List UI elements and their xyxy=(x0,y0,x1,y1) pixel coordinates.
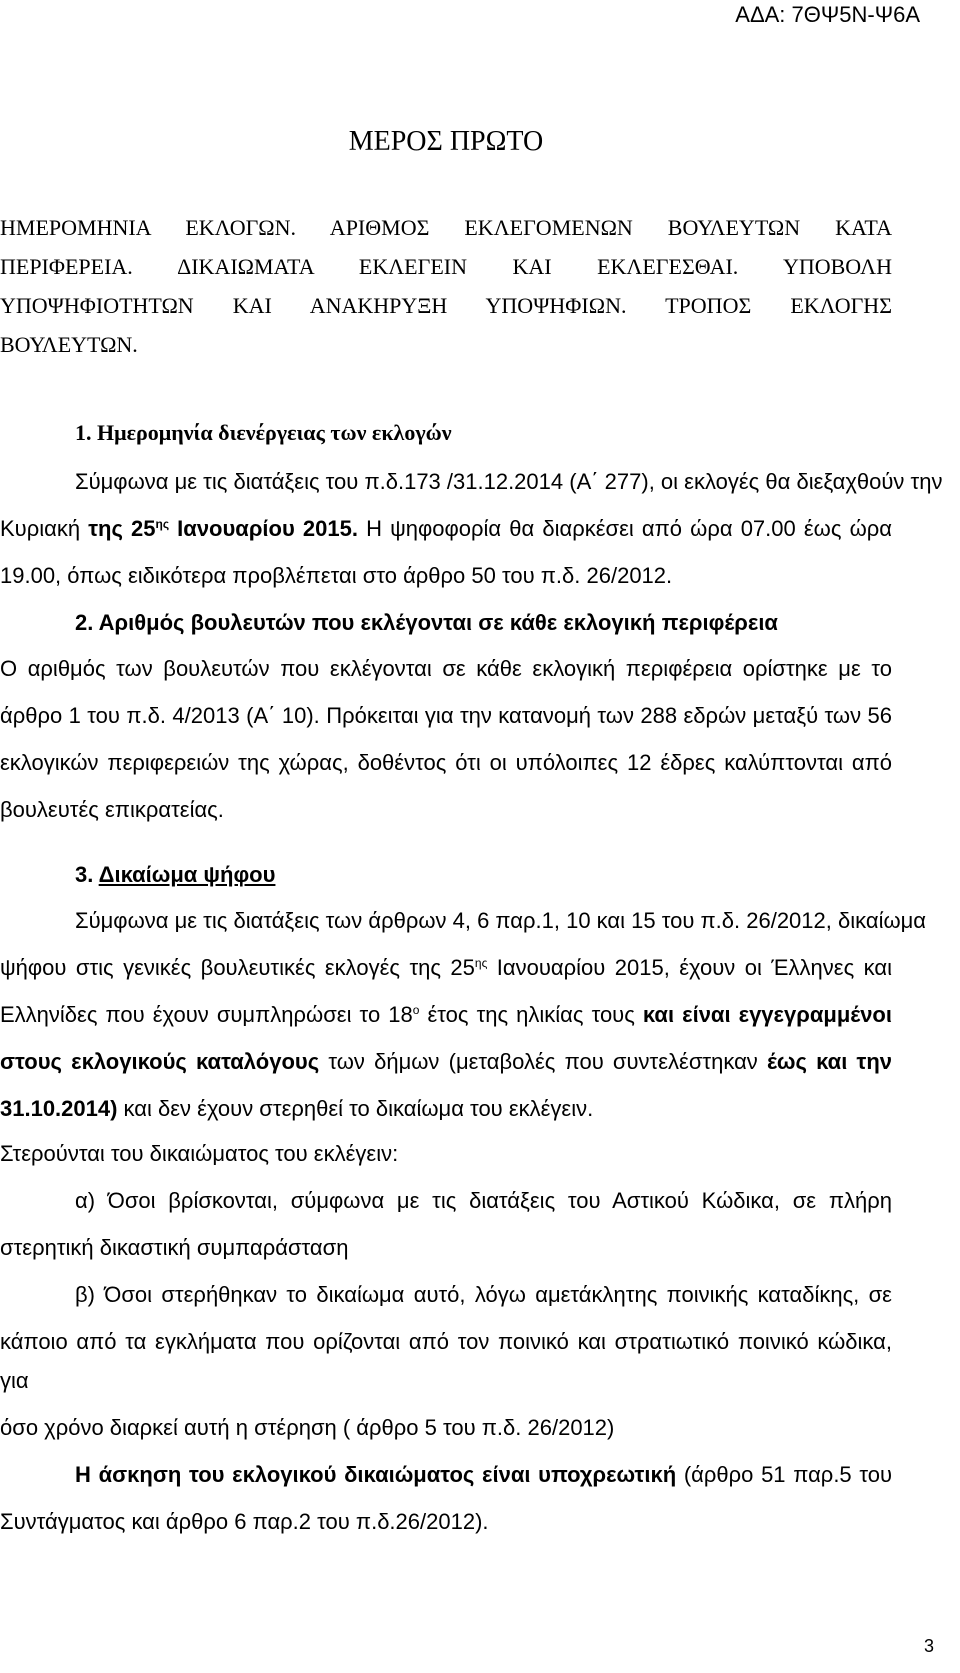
s1-date-bold: της 25 xyxy=(88,516,156,541)
s3-l4a: στους εκλογικούς καταλόγους xyxy=(0,1049,320,1074)
section-3-heading xyxy=(0,855,892,894)
page-number: 3 xyxy=(923,1636,934,1656)
section-2-line-2: άρθρο 1 του π.δ. 4/2013 (Α΄ 10). Πρόκειται για την κατανομή των 288 εδρών μεταξύ των 56 xyxy=(0,703,892,728)
section-1-line-2 xyxy=(0,509,892,548)
intro-paragraph xyxy=(0,208,892,364)
intro-line-2: ΠΕΡΙΦΕΡΕΙΑ. ΔΙΚΑΙΩΜΑΤΑ ΕΚΛΕΓΕΙΝ ΚΑΙ ΕΚΛΕΓΕΣΘΑΙ. ΥΠΟΒΟΛΗ xyxy=(0,254,892,279)
section-2-line-3: εκλογικών περιφερειών της χώρας, δοθέντος ότι οι υπόλοιπες 12 έδρες καλύπτονται από xyxy=(0,750,892,775)
mandatory-bold: Η άσκηση του εκλογικού δικαιώματος είναι υποχρεωτική xyxy=(75,1462,677,1487)
section-3-line-4 xyxy=(0,1042,892,1081)
intro-line-4: ΒΟΥΛΕΥΤΩΝ. xyxy=(0,332,138,357)
s3-l3sup: ο xyxy=(412,1003,420,1017)
section-2-line-4: βουλευτές επικρατείας. xyxy=(0,797,224,822)
page-title: ΜΕΡΟΣ ΠΡΩΤΟ xyxy=(348,126,544,157)
s1-month-bold: Ιανουαρίου 2015. xyxy=(169,516,358,541)
s3-l2b: Ιανουαρίου 2015, έχουν οι Έλληνες και xyxy=(487,955,892,980)
section-3-line-1: Σύμφωνα με τις διατάξεις των άρθρων 4, 6 παρ.1, 10 και 15 του π.δ. 26/2012, δικαίωμα xyxy=(75,908,927,933)
s3-heading-num: 3. xyxy=(75,862,99,887)
item-b-line-2: κάποιο από τα εγκλήματα που ορίζονται από τον ποινικό και στρατιωτικό ποινικό κώδικα, για xyxy=(0,1329,892,1393)
section-1-line-3: 19.00, όπως ειδικότερα προβλέπεται στο άρθρο 50 του π.δ. 26/2012. xyxy=(0,563,673,588)
mandatory-ref: (άρθρο 51 παρ.5 του xyxy=(676,1462,892,1487)
ada-code: ΑΔΑ: 7ΘΨ5Ν-Ψ6Α xyxy=(735,2,920,27)
section-2-line-1: Ο αριθμός των βουλευτών που εκλέγονται σε κάθε εκλογική περιφέρεια ορίστηκε με το xyxy=(0,656,892,681)
s3-l3c: και είναι εγγεγραμμένοι xyxy=(642,1002,892,1027)
s3-l3a: Ελληνίδες που έχουν συμπληρώσει το 18 xyxy=(0,1002,413,1027)
s1-date-sup: ης xyxy=(155,517,170,531)
s3-l4b: των δήμων (μεταβολές που συντελέστηκαν xyxy=(319,1049,767,1074)
s1-sunday: Κυριακή xyxy=(0,516,89,541)
mandatory-line-1 xyxy=(0,1455,892,1494)
s3-l5a: 31.10.2014) xyxy=(0,1096,118,1121)
intro-line-1: ΗΜΕΡΟΜΗΝΙΑ ΕΚΛΟΓΩΝ. ΑΡΙΘΜΟΣ ΕΚΛΕΓΟΜΕΝΩΝ ΒΟΥΛΕΥΤΩΝ ΚΑΤΑ xyxy=(0,215,892,240)
section-3-line-2 xyxy=(0,948,892,987)
s1-voting-hours: Η ψηφοφορία θα διαρκέσει από ώρα 07.00 έως ώρα xyxy=(357,516,892,541)
item-a-line-1: α) Όσοι βρίσκονται, σύμφωνα με τις διατάξεις του Αστικού Κώδικα, σε πλήρη xyxy=(75,1188,892,1213)
s3-l3b: έτος της ηλικίας τους xyxy=(419,1002,643,1027)
section-1 xyxy=(0,413,943,595)
item-a-line-2: στερητική δικαστική συμπαράσταση xyxy=(0,1235,349,1260)
item-b-line-3: όσο χρόνο διαρκεί αυτή η στέρηση ( άρθρο 5 του π.δ. 26/2012) xyxy=(0,1415,615,1440)
section-2-heading: 2. Αριθμός βουλευτών που εκλέγονται σε κάθε εκλογική περιφέρεια xyxy=(75,610,778,635)
item-b-line-1: β) Όσοι στερήθηκαν το δικαίωμα αυτό, λόγω αμετάκλητης ποινικής καταδίκης, σε xyxy=(75,1282,892,1307)
s3-heading-text: Δικαίωμα ψήφου xyxy=(98,862,276,887)
section-3-line-3 xyxy=(0,995,892,1034)
s3-l2a: ψήφου στις γενικές βουλευτικές εκλογές της 25 xyxy=(0,955,475,980)
s3-l4c: έως και την xyxy=(767,1049,893,1074)
section-2 xyxy=(0,603,892,829)
s3-l5b: και δεν έχουν στερηθεί το δικαίωμα του εκλέγειν. xyxy=(117,1096,594,1121)
section-1-heading: 1. Ημερομηνία διενέργειας των εκλογών xyxy=(75,420,452,445)
s3-l2sup: ης xyxy=(474,956,488,970)
mandatory-line-2: Συντάγματος και άρθρο 6 παρ.2 του π.δ.26/2012). xyxy=(0,1509,489,1534)
section-3-line-6: Στερούνται του δικαιώματος του εκλέγειν: xyxy=(0,1141,399,1166)
section-1-line-1: Σύμφωνα με τις διατάξεις του π.δ.173 /31.12.2014 (Α΄ 277), οι εκλογές θα διεξαχθούν την xyxy=(75,469,943,494)
section-3 xyxy=(0,855,927,1541)
section-3-line-5 xyxy=(0,1089,892,1128)
intro-line-3: ΥΠΟΨΗΦΙΟΤΗΤΩΝ ΚΑΙ ΑΝΑΚΗΡΥΞΗ ΥΠΟΨΗΦΙΩΝ. ΤΡΟΠΟΣ ΕΚΛΟΓΗΣ xyxy=(0,293,892,318)
